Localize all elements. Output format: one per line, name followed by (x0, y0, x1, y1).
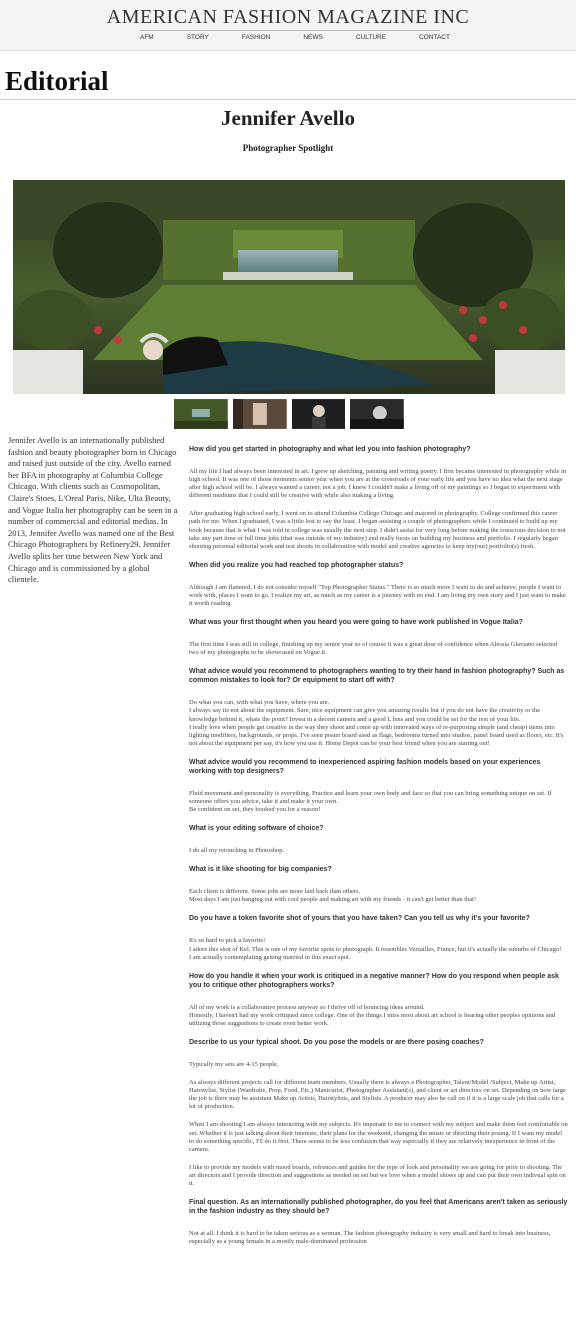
thumbnail-1[interactable] (174, 399, 228, 429)
photographer-bio: Jennifer Avello is an internationally published fashion and beauty photographer born in Chicago and raised just outside of the city. Avello earned her BFA in photography at Columbia College Chicago. With clients such as Cosmopolitan, Claire's Stoes, L'Oreal Paris, Nike, Ulta Beauty, and Vogue Italia her photography can be seen in a number of commercial and editorial medias. In 2013, Jennifer Avello was named one of the Best Chicago Photographers by Refinery29. Jennifer Avello splits her time between New York and Chicago and is commissioned by a global clientele. (8, 435, 178, 585)
interview-question: Describe to us your typical shoot. Do you pose the models or are there posing coaches? (189, 1039, 484, 1046)
nav-item-culture[interactable]: CULTURE (355, 34, 387, 41)
thumbnail-4[interactable] (350, 399, 404, 429)
interview-question: What is it like shooting for big companies? (189, 866, 332, 874)
interview-answer: Do what you can, with what you have, where you are. I always say its not about the equipment. Sure, nice equipment can give you amazing results but if you do not have the creativity or the knowledge behind it, whats the point? Invest in a decent camera and a good L lens and you could be set for the rest of your life. I really love when people get creative in the way they shoot and come up with innovated ways of re-purposing simple (and cheap) items into lighting modifiers, backgrounds, or props. I've seen poster board used as flags, bedrooms turned into studios, panel board used as floors, etc. It's not about the equipment per say, it's how you use it. Home Depot can be your best friend when you are starting out! (189, 699, 564, 747)
interview-question: When did you realize you had reached top photographer status? (189, 561, 404, 569)
main-nav (140, 34, 450, 48)
nav-item-fashion[interactable]: FASHION (241, 34, 271, 41)
interview-answer: After graduating high school early, I went on to attend Columbia College Chicago and majored in photography. College confirmed this career path for me. When I graduated, I was a little lost to say the least. I began assisting a couple of photographers while I continued to build up my book because that is what I was told in college was usually the next step. I didn't assist for very long before making the conscious decision to not take any part time or full time jobs (that was outside of my industry) and really focus on building my business and portfolio. I regularly began shooting personal editorial work and test shoots in collaboration with model and creative agencies to keep my(our) portfolio(s) fresh. (189, 510, 566, 550)
brand-divider (140, 30, 440, 31)
interview-question: How do you handle it when your work is critiqued in a negative manner? How do you respond when people ask you to critique other photographers works? (189, 972, 559, 989)
interview-answer: The first time I was still in college, finishing up my senior year so of course it was a great dose of confidence when Alessia Glaviano selected two of my photographs to be showcased on Vogue.it. (189, 641, 558, 657)
hero-photo (13, 180, 565, 394)
section-divider (0, 99, 576, 100)
article-subtitle: Photographer Spotlight (242, 143, 334, 153)
interview-body (189, 445, 568, 1256)
interview-answer: Typically my sets are 4-15 people. (189, 1061, 279, 1068)
thumbnail-2[interactable] (233, 399, 287, 429)
interview-question: What advice would you recommend to photographers wanting to try their hand in fashion photography? Such as common mistakes to look for? Or equipment to start off with? (189, 668, 565, 685)
interview-question: Do you have a token favorite shot of yours that you have taken? Can you tell us why it's your favorite? (189, 915, 530, 923)
interview-answer: Fluid movement and personality is everything. Practice and learn your own body and face so that you can bring something unique on set. If someone offers you advice, take it and make it your own. Be confident on set, they booked you for a reason! (189, 789, 552, 814)
interview-answer: Each client is different. Some jobs are more laid back than others. Most days I am just hanging out with cool people and making art with my friends - it can't get better than that! (189, 888, 477, 904)
interview-question: What is your editing software of choice? (189, 825, 324, 833)
interview-question: What advice would you recommend to inexperienced aspiring fashion models based on your experiences working with top designers? (189, 758, 541, 775)
interview-answer: All of my work is a collaborative process anyway so I thrive off of bouncing ideas around. Honestly, I haven't had my work critiqued since college. One of the things I miss most about art school is hearing other peoples opinions and utilizing those suggestions to create even better work. (189, 1003, 556, 1027)
interview-answer: I do all my retouching in Photoshop. (189, 847, 285, 855)
site-brand[interactable]: AMERICAN FASHION MAGAZINE INC (106, 6, 470, 28)
interview-question: Final question. As an internationally published photographer, do you feel that Americans aren't taken as seriously in the fashion industry as they should be? (189, 1199, 568, 1216)
interview-question: How did you get started in photography and what led you into fashion photography? (189, 446, 471, 453)
thumbnail-strip (174, 399, 404, 429)
nav-item-contact[interactable]: CONTACT (419, 34, 450, 41)
nav-item-news[interactable]: NEWS (303, 34, 323, 41)
interview-answer: It's so hard to pick a favorite! I adore this shot of Kel. This is one of my favorite spots to photograph. It resembles Versailles, France, but it's actually the suburbs of Chicago! I am actually contemplating getting married in this exact spot. (189, 937, 562, 961)
interview-answer: All my life I had always been interested in art. I grew up sketching, painting and writing poetry. I first became interested in photography while in high school. It was one of those moments senior year when you are at the crossroads of your early life and you have no idea what the next stage after high school will be. I always wanted a career, not a job. I knew I couldn't make a living off of my paintings so I began to experiment with different mediums that I could still be creative with while also making a living. (189, 468, 567, 500)
thumbnail-3[interactable] (292, 399, 346, 429)
article-title: Jennifer Avello (221, 106, 355, 130)
nav-item-afm[interactable]: AFM (140, 34, 154, 41)
interview-answer: Not at all. I think it is hard to be taken serious as a woman. The fashion photography industry is very small and hard to break into business, especially as a young female in a mostly male-dominated profession (189, 1230, 551, 1246)
interview-answer: As always different projects call for different team members. Usually there is always a Photographer, Talent/Model /Subject, Make up Artist, Hairstylist, Stylist (Wardrobe, Prop, Food, Etc,) Manicurist, Photographer Assistant(s), and client or art directors on set. Depending on how large the job is there may be assistant Make up Artists, Hairstylists, and Stylists. A producer may also be call on if it is a large scale job that calls for a lot of production. (189, 1079, 566, 1111)
interview-answer: Although I am flattered, I do not consider myself "Top Photographer Status." There is so much more I want to do and achieve, people I want to work with, places I want to go. I realize my art, as much as my career is a journey with no end. I am living my own story and I just want to make it worth reading. (189, 583, 566, 608)
interview-answer: When I am shooting I am always interacting with my subjects. It's imporant to me to connect with my subject and make them feel comfortable on set. Whether it is just talking about their interests, their plans for the weekend, changing the music or directing their posing. If I want my model to do something specific, I'll do it first. There seems to be less confusion that way especially if they are relatively inexperience in front of the camera. (189, 1121, 568, 1153)
nav-item-story[interactable]: STORY (186, 34, 209, 41)
interview-question: What was your first thought when you heard you were going to have work published in Vogue Italia? (189, 619, 523, 627)
site-header (0, 0, 576, 51)
section-heading: Editorial (5, 66, 109, 96)
interview-answer: I like to provide my models with mood boards, refrences and guides for the type of look and personality we are going for prior to shooting. The art directors and I provide direction and suggestions as needed on set but we love when a model shows up and can put their own indivual spin on it. (189, 1163, 566, 1188)
